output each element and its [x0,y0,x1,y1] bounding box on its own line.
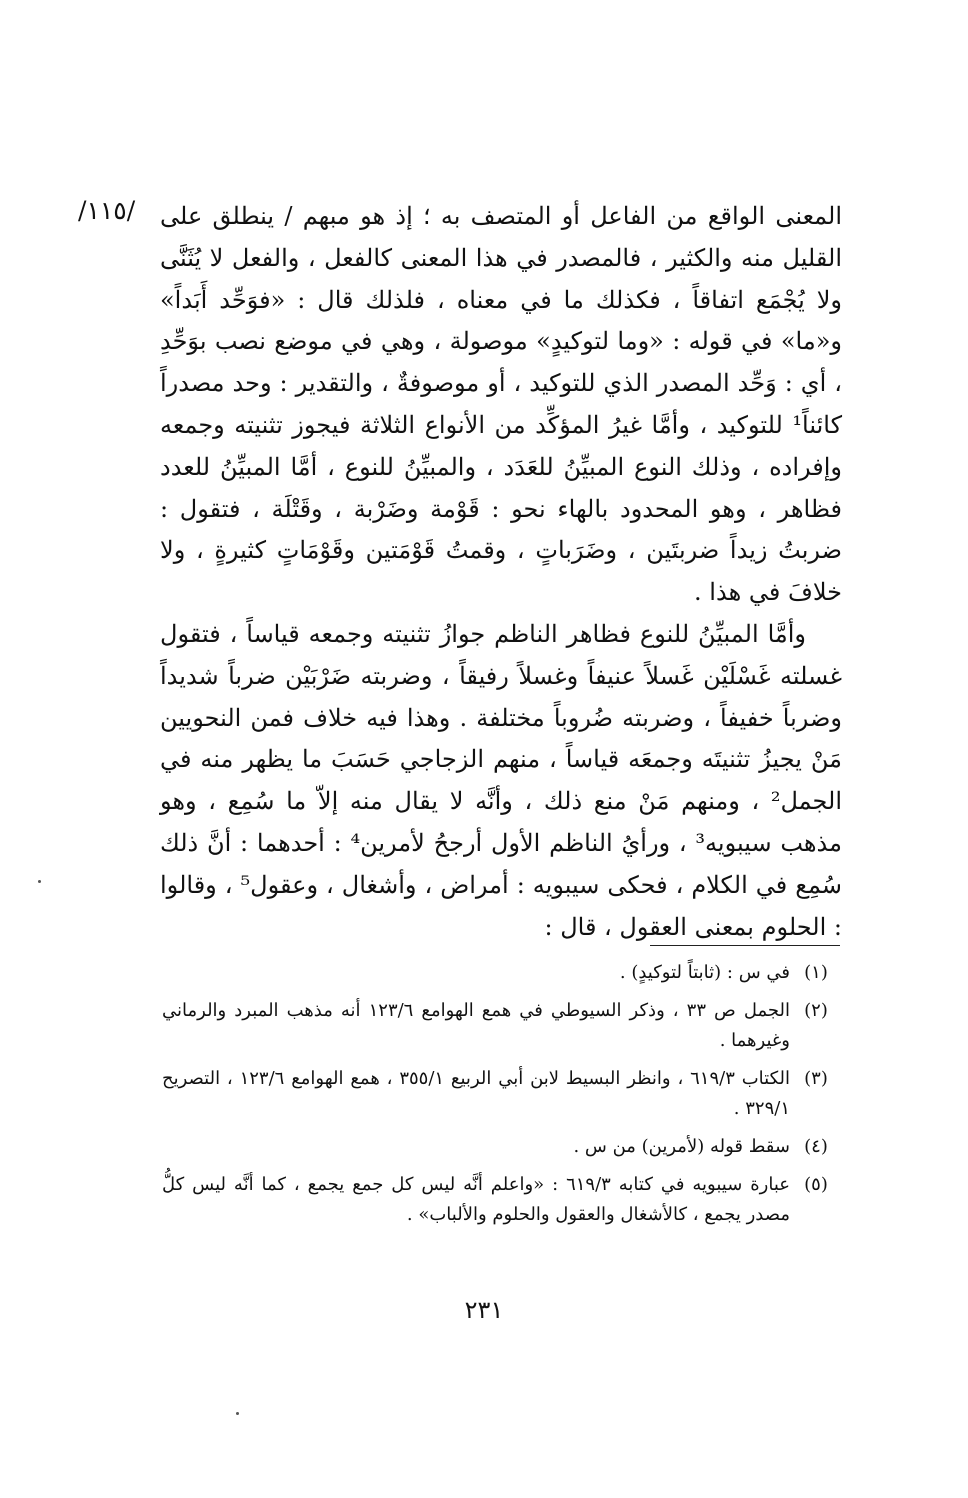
footnote-number: (٥) [804,1174,828,1195]
footnote-number: (٤) [804,1136,828,1157]
paragraph-1: المعنى الواقع من الفاعل أو المتصف به ؛ إذ هو مبهم / ينطلق على القليل منه والكثير ، فالمصدر في هذا المعنى كالفعل ، والفعل لا يُثَنَّى ولا يُجْمَع اتفاقاً ، فكذلك ما في معناه ، فلذلك قال : «فوَحِّد أَبَداً» و«ما» في قوله : «وما لتوكيدٍ» موصولة ، وهي في موضع نصب بوَحِّدِ ، أي : وَحِّد المصدر الذي للتوكيد ، أو موصوفةٌ ، والتقدير : وحد مصدراً كائناً¹ للتوكيد ، وأمَّا غيرُ المؤكِّد من الأنواع الثلاثة فيجوز تثنيته وجمعه وإفراده ، وذلك النوع المبيِّنُ للعَدَد ، والمبيِّنُ للنوع ، أمَّا المبيِّنُ للعدد فظاهر ، وهو المحدود بالهاء نحو : قَوْمة وضَرْبة ، وقَتْلَة ، فتقول : ضربتُ زيداً ضربتَين ، وضَرَباتٍ ، وقمتُ قَوْمَتين وقَوْمَاتٍ كثيرةٍ ، ولا خلافَ في هذا . [160,202,842,607]
scan-speck [38,880,41,883]
footnotes [162,958,842,1238]
footnote-item [162,1064,842,1124]
footnote-number: (٢) [804,1000,828,1021]
footnote-text: الجمل ص ٣٣ ، وذكر السيوطي في همع الهوامع ١٢٣/٦ أنه مذهب المبرد والرماني وغيرهما . [162,1000,791,1051]
footnote-text: عبارة سيبويه في كتابه ٦١٩/٣ : «واعلم أنَّه ليس كل جمع يجمع ، كما أنَّه ليس كلُّ مصدر يجمع ، كالأشغال والعقول والحلوم والألباب» . [162,1174,791,1225]
main-text-body [160,196,842,948]
footnote-number: (٣) [804,1068,828,1089]
footnote-number: (١) [804,962,828,983]
paragraph-2: وأمَّا المبيِّنُ للنوع فظاهر الناظم جوازُ تثنيته وجمعه قياساً ، فتقول غسلته غَسْلَيْن غَسلاً عنيفاً وغسلاً رفيقاً ، وضربته ضَرْبَيْن ضرباً شديداً وضرباً خفيفاً ، وضربته ضُروباً مختلفة . وهذا فيه خلاف فمن النحويين مَنْ يجيزُ تثنيتَه وجمعَه قياساً ، منهم الزجاجي حَسَبَ ما يظهر منه في الجمل² ، ومنهم مَنْ منع ذلك ، وأنَّه لا يقال منه إلاّ ما سُمِع ، وهو مذهب سيبويه³ ، ورأيُ الناظم الأول أرجحُ لأمرين⁴ : أحدهما : أنَّ ذلك سُمِع في الكلام ، فحكى سيبويه : أمراض ، وأشغال ، وعقول⁵ ، وقالوا : الحلوم بمعنى العقول ، قال : [160,619,843,941]
margin-folio-note: /١١٥/ [78,196,136,225]
page-number: ٢٣١ [464,1296,504,1324]
footnote-text: سقط قوله (لأمرين) من س . [573,1136,790,1157]
scan-speck [236,1412,239,1415]
footnote-item [162,958,842,988]
footnote-item [162,996,842,1056]
footnote-text: في س : (ثابتاً لتوكيدٍ) . [619,962,790,983]
footnote-separator [650,945,840,946]
footnote-item [162,1132,842,1162]
footnote-item [162,1170,842,1230]
footnote-text: الكتاب ٦١٩/٣ ، وانظر البسيط لابن أبي الربيع ٣٥٥/١ ، همع الهوامع ١٢٣/٦ ، التصريح ٣٢٩/١ . [162,1068,791,1119]
